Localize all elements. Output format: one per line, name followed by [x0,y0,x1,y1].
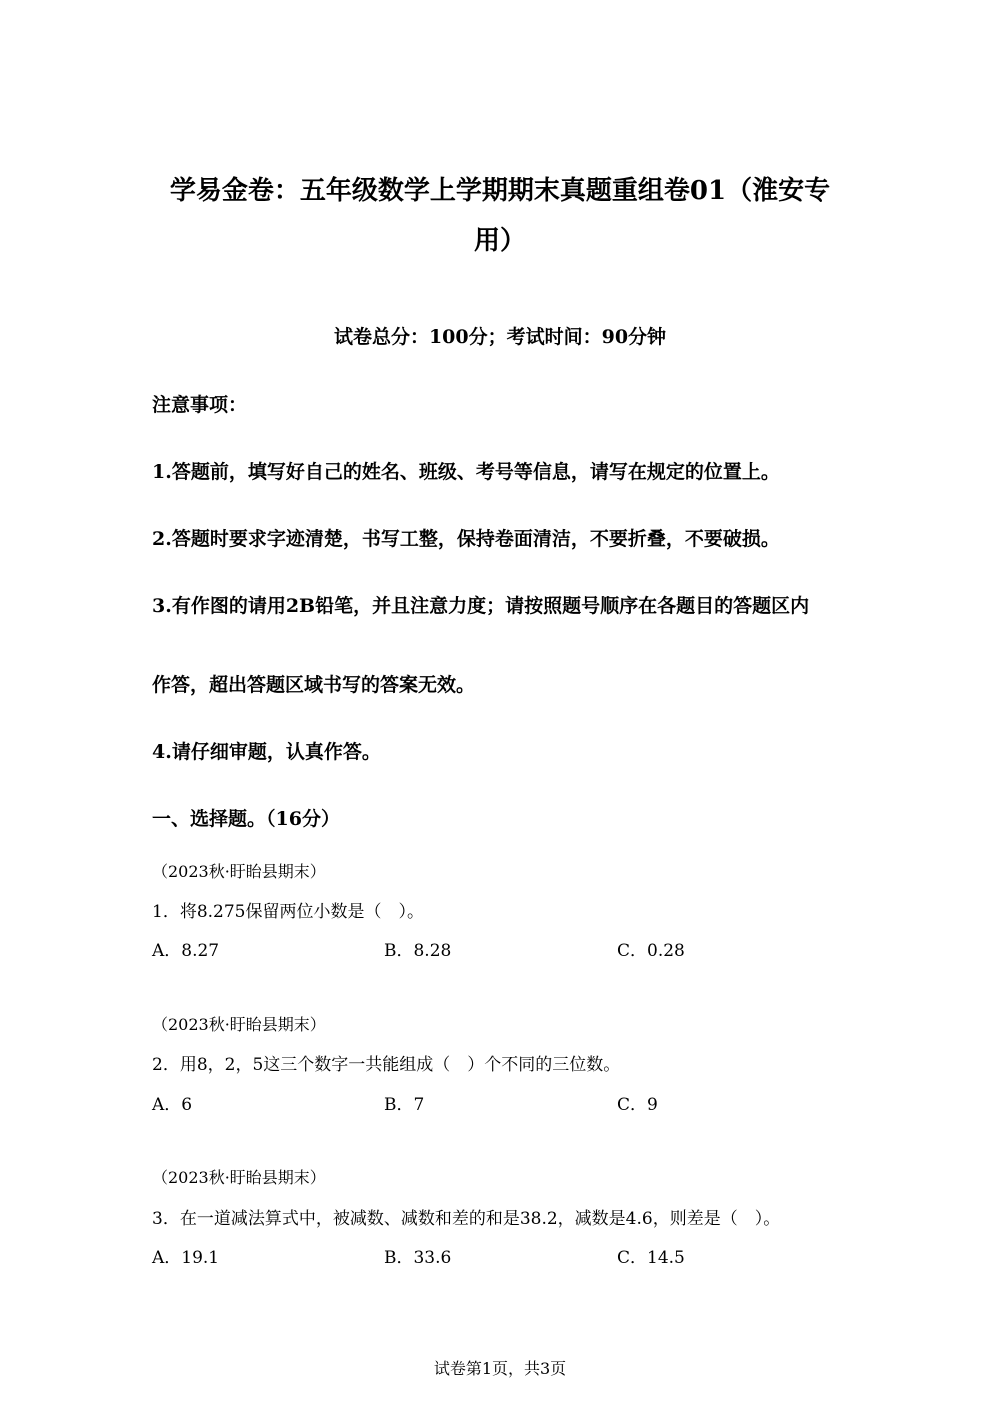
page-footer: 试卷第1页，共3页 [433,1359,567,1378]
exam-info: 试卷总分：100分；考试时间：90分钟 [333,326,667,348]
question-text: 2．用8，2，5这三个数字一共能组成（ ）个不同的三位数。 [152,1055,621,1075]
question-source: （2023秋·盱眙县期末） [152,1015,326,1034]
option-c: C．9 [617,1095,658,1115]
exam-title-line2: 用） [473,226,526,256]
notice-item-1: 1.答题前，填写好自己的姓名、班级、考号等信息，请写在规定的位置上。 [152,461,780,483]
option-a: A．8.27 [152,941,220,961]
question-source: （2023秋·盱眙县期末） [152,862,326,881]
section-heading: 一、选择题。（16分） [152,808,340,830]
option-b: B．33.6 [384,1248,452,1268]
exam-title-line1: 学易金卷：五年级数学上学期期末真题重组卷01（淮安专 [169,176,831,206]
notice-item-4: 4.请仔细审题，认真作答。 [152,741,381,763]
question-text: 3．在一道减法算式中，被减数、减数和差的和是38.2，减数是4.6，则差是（ ）。 [152,1209,781,1229]
option-c: C．14.5 [617,1248,685,1268]
question-source: （2023秋·盱眙县期末） [152,1168,326,1187]
option-a: A．6 [152,1095,193,1115]
question-text: 1．将8.275保留两位小数是（ ）。 [152,902,424,922]
option-a: A．19.1 [152,1248,220,1268]
option-c: C．0.28 [617,941,685,961]
notice-item-2: 2.答题时要求字迹清楚，书写工整，保持卷面清洁，不要折叠，不要破损。 [152,528,780,550]
notice-heading: 注意事项： [152,394,248,416]
option-b: B．7 [384,1095,425,1115]
option-b: B．8.28 [384,941,452,961]
notice-item-3-cont: 作答，超出答题区域书写的答案无效。 [152,674,476,696]
notice-item-3: 3.有作图的请用2B铅笔，并且注意力度；请按照题号顺序在各题目的答题区内 [152,595,810,617]
